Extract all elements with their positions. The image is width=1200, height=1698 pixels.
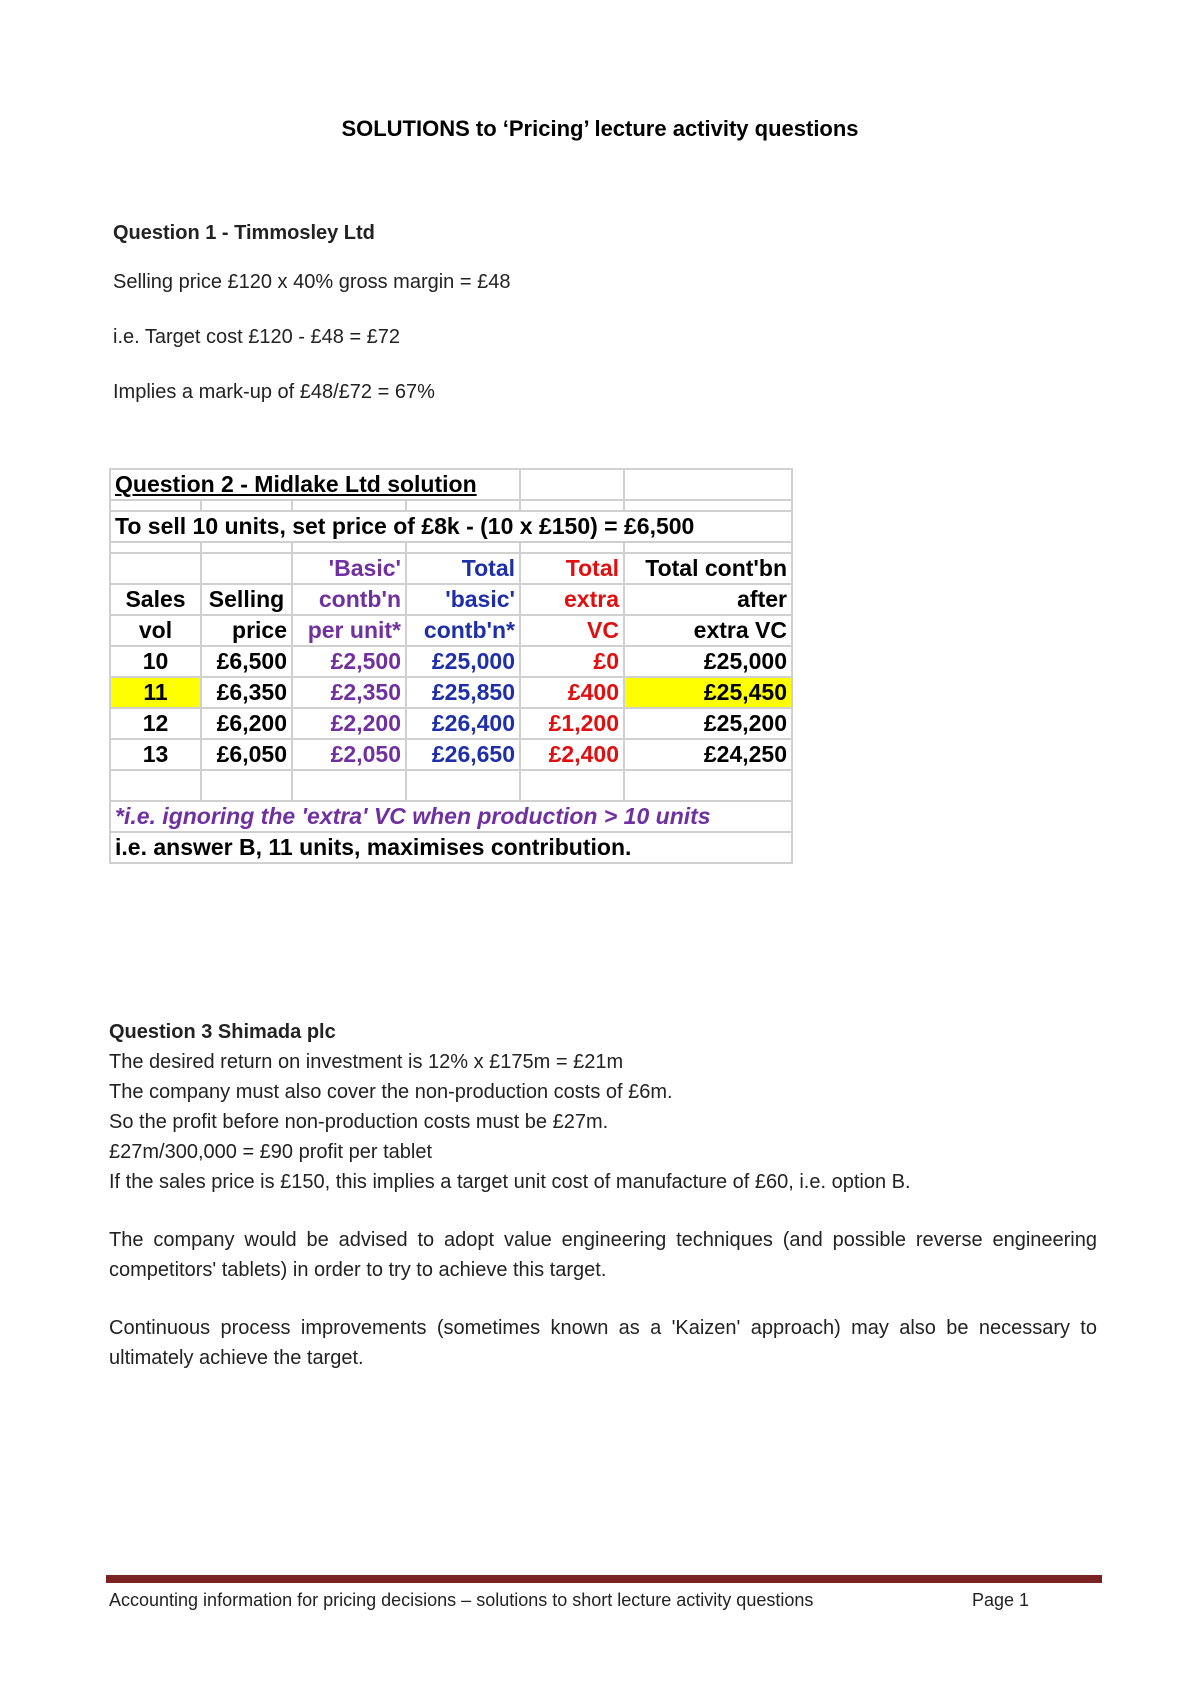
sales-vol-cell: 12 xyxy=(110,708,201,739)
total-basic-contribution-cell: £26,400 xyxy=(406,708,520,739)
table-row xyxy=(110,500,792,511)
header-cell: vol xyxy=(110,615,201,646)
header-cell: Total xyxy=(406,553,520,584)
question-3-line: £27m/300,000 = £90 profit per tablet xyxy=(109,1141,433,1163)
total-basic-contribution-cell: £25,000 xyxy=(406,646,520,677)
header-cell: contb'n* xyxy=(406,615,520,646)
question-1-heading: Question 1 - Timmosley Ltd xyxy=(113,222,375,244)
question-2-spreadsheet xyxy=(109,468,791,864)
table-row xyxy=(110,511,792,542)
total-extra-vc-cell: £2,400 xyxy=(520,739,624,770)
contribution-after-extra-vc-cell: £24,250 xyxy=(624,739,792,770)
header-cell: contb'n xyxy=(292,584,406,615)
table-row xyxy=(110,770,792,801)
total-extra-vc-cell: £400 xyxy=(520,677,624,708)
sales-vol-cell: 11 xyxy=(110,677,201,708)
footer-text: Accounting information for pricing decisions – solutions to short lecture activity questions xyxy=(109,1590,814,1610)
question-2-subtitle: To sell 10 units, set price of £8k - (10 x £150) = £6,500 xyxy=(110,511,792,542)
question-1-line: Selling price £120 x 40% gross margin = £48 xyxy=(113,271,511,293)
header-row xyxy=(110,615,792,646)
header-cell: 'basic' xyxy=(406,584,520,615)
total-basic-contribution-cell: £26,650 xyxy=(406,739,520,770)
table-row xyxy=(110,832,792,863)
footer-divider xyxy=(106,1575,1102,1583)
selling-price-cell: £6,200 xyxy=(201,708,292,739)
footer xyxy=(109,1590,1029,1611)
basic-contribution-per-unit-cell: £2,500 xyxy=(292,646,406,677)
header-cell: after xyxy=(624,584,792,615)
sales-vol-cell: 10 xyxy=(110,646,201,677)
basic-contribution-per-unit-cell: £2,200 xyxy=(292,708,406,739)
table-row xyxy=(110,739,792,770)
header-row xyxy=(110,553,792,584)
selling-price-cell: £6,500 xyxy=(201,646,292,677)
header-cell: Total xyxy=(520,553,624,584)
question-1-line: i.e. Target cost £120 - £48 = £72 xyxy=(113,326,401,348)
page-number: Page 1 xyxy=(971,1590,1029,1610)
total-basic-contribution-cell: £25,850 xyxy=(406,677,520,708)
question-3-paragraph: Continuous process improvements (sometimes known as a 'Kaizen' approach) may also be necessary to ultimately achieve the target. xyxy=(109,1317,1097,1369)
table-row-highlighted xyxy=(110,677,792,708)
table-row xyxy=(110,708,792,739)
basic-contribution-per-unit-cell: £2,050 xyxy=(292,739,406,770)
header-cell: Sales xyxy=(110,584,201,615)
table-row xyxy=(110,469,792,500)
spreadsheet-table xyxy=(109,468,793,864)
header-row xyxy=(110,584,792,615)
total-extra-vc-cell: £1,200 xyxy=(520,708,624,739)
header-cell: VC xyxy=(520,615,624,646)
question-3-heading: Question 3 Shimada plc xyxy=(109,1021,336,1043)
question-3-paragraph: The company would be advised to adopt value engineering techniques (and possible reverse engineering competitors' tablets) in order to try to achieve this target. xyxy=(109,1229,1097,1281)
question-3 xyxy=(109,1017,1097,1373)
sales-vol-cell: 13 xyxy=(110,739,201,770)
selling-price-cell: £6,050 xyxy=(201,739,292,770)
header-cell: Selling xyxy=(201,584,292,615)
header-cell: 'Basic' xyxy=(292,553,406,584)
question-3-line: The desired return on investment is 12% x £175m = £21m xyxy=(109,1051,624,1073)
header-cell: Total cont'bn xyxy=(624,553,792,584)
total-extra-vc-cell: £0 xyxy=(520,646,624,677)
contribution-after-extra-vc-cell: £25,450 xyxy=(624,677,792,708)
header-cell: extra VC xyxy=(624,615,792,646)
table-row xyxy=(110,542,792,553)
header-cell: per unit* xyxy=(292,615,406,646)
header-cell xyxy=(201,553,292,584)
question-1-line: Implies a mark-up of £48/£72 = 67% xyxy=(113,381,435,403)
question-3-line: So the profit before non-production costs must be £27m. xyxy=(109,1111,609,1133)
header-cell: price xyxy=(201,615,292,646)
basic-contribution-per-unit-cell: £2,350 xyxy=(292,677,406,708)
selling-price-cell: £6,350 xyxy=(201,677,292,708)
question-1 xyxy=(113,222,510,436)
page-title: SOLUTIONS to ‘Pricing’ lecture activity questions xyxy=(341,116,859,141)
header-cell xyxy=(110,553,201,584)
question-2-title: Question 2 - Midlake Ltd solution xyxy=(110,469,520,500)
question-2-note: *i.e. ignoring the 'extra' VC when production > 10 units xyxy=(110,801,792,832)
question-3-line: The company must also cover the non-production costs of £6m. xyxy=(109,1081,673,1103)
contribution-after-extra-vc-cell: £25,000 xyxy=(624,646,792,677)
table-row xyxy=(110,801,792,832)
contribution-after-extra-vc-cell: £25,200 xyxy=(624,708,792,739)
table-row xyxy=(110,646,792,677)
question-3-line: If the sales price is £150, this implies a target unit cost of manufacture of £60, i.e. option B. xyxy=(109,1171,911,1193)
header-cell: extra xyxy=(520,584,624,615)
question-2-answer: i.e. answer B, 11 units, maximises contribution. xyxy=(110,832,792,863)
